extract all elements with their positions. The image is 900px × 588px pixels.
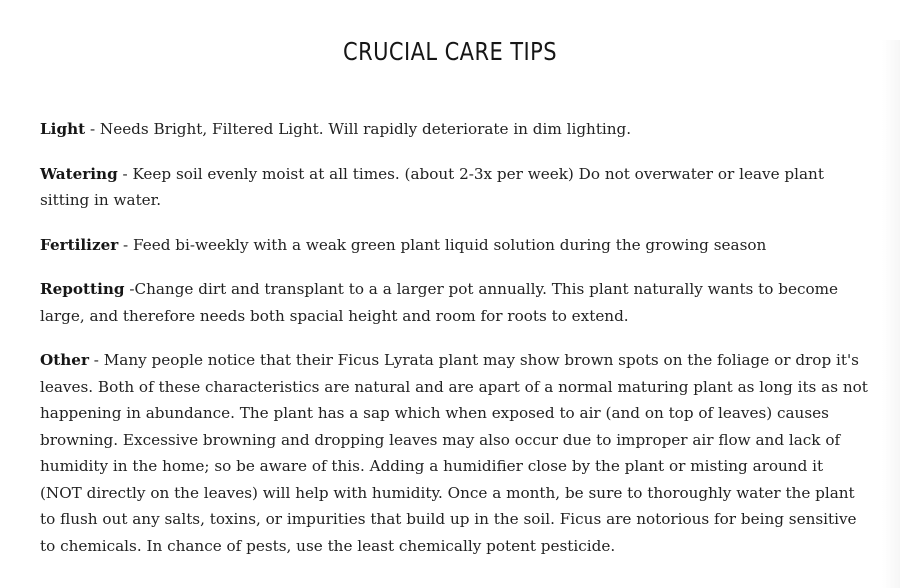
tip-text: - Feed bi-weekly with a weak green plant liquid solution during the growing season [118,235,767,254]
care-tips-list [40,116,868,577]
tip-other [40,347,868,559]
tip-repotting [40,276,868,329]
tip-label: Light [40,120,86,138]
page-edge-shade [882,40,900,588]
tip-fertilizer [40,232,868,259]
tip-label: Other [40,351,89,369]
tip-text: - Keep soil evenly moist at all times. (about 2-3x per week) Do not overwater or leave plant sitting in water. [40,164,824,209]
tip-text: - Needs Bright, Filtered Light. Will rapidly deteriorate in dim lighting. [85,120,632,138]
tip-label: Fertilizer [40,235,119,254]
tip-text: - Many people notice that their Ficus Lyrata plant may show brown spots on the foliage or drop it's leaves. Both of these characteristics are natural and are apart of a normal maturing plant as long its as not happening in abundance. The plant has a sap which when exposed to air (and on top of leaves) causes browning. Excessive browning and dropping leaves may also occur due to improper air flow and lack of humidity in the home; so be aware of this. Adding a humidifier close by the plant or misting around it (NOT directly on the leaves) will help with humidity. Once a month, be sure to thoroughly water the plant to flush out any salts, toxins, or impurities that build up in the soil. Ficus are notorious for being sensitive to chemicals. In chance of pests, use the least chemically potent pesticide. [40,351,868,555]
tip-watering [40,161,868,214]
tip-label: Watering [40,164,118,183]
tip-light [40,116,868,143]
tip-text: -Change dirt and transplant to a a larger pot annually. This plant naturally wants to become large, and therefore needs both spacial height and room for roots to extend. [40,280,838,325]
tip-label: Repotting [40,280,125,298]
page-title: CRUCIAL CARE TIPS [343,36,557,66]
